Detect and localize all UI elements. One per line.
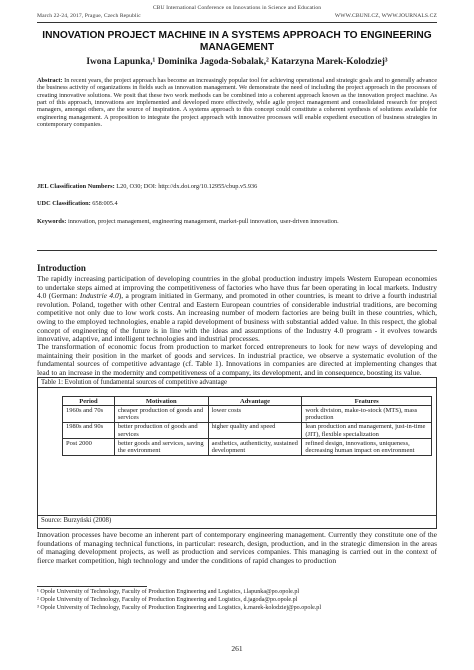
page-number: 261 bbox=[231, 644, 243, 653]
table-header-cell: Period bbox=[63, 397, 115, 406]
table-row bbox=[63, 439, 432, 456]
table-cell: lean production and management, just-in-time (JIT), flexible specialization bbox=[302, 422, 432, 439]
abstract-text: In recent years, the project approach has become an increasingly popular tool for achieving operational and strategic goals and to generally advance the business activity of organizations in fields such as innovation management. We demonstrate the need of including the project approach in the processes of creating innovative solutions. We posit that these two work methods can be combined into a coherent approach known as the innovation project machine. As part of this approach, innovations are implemented and developed more effectively, while agile project management and consolidated research for project managers, amongst others, are the source of inspiration. A systems approach to this concept could constitute a coherent synthesis of solutions available for engineering management. A proposition to integrate the project approach with innovative processes will enable expedient execution of business strategies in contemporary companies. bbox=[37, 77, 437, 129]
header-website: WWW.CBUNI.CZ, WWW.JOURNALS.CZ bbox=[334, 13, 437, 19]
udc-text: 658:005.4 bbox=[90, 200, 118, 207]
competitive-advantage-table bbox=[62, 396, 432, 456]
table-cell: work division, make-to-stock (MTS), mass production bbox=[302, 406, 432, 423]
section-rule bbox=[37, 250, 437, 251]
udc-label: UDC Classification: bbox=[37, 200, 91, 207]
running-header-conference: CBU International Conference on Innovations in Science and Education bbox=[152, 5, 322, 11]
table-cell: cheaper production of goods and services bbox=[114, 406, 208, 423]
keywords-text: innovation, project management, engineering management, market-pull innovation, user-driven innovation. bbox=[66, 218, 339, 225]
table-source-rule bbox=[38, 515, 436, 516]
table-1-frame bbox=[37, 377, 437, 529]
table-row bbox=[63, 422, 432, 439]
jel-classification bbox=[37, 183, 437, 190]
footnote-1: ¹ Opole University of Technology, Faculty of Production Engineering and Logistics, i.lapunka@po.opole.pl bbox=[37, 589, 300, 595]
footnote-rule bbox=[37, 586, 147, 587]
table-cell: better production of goods and services bbox=[114, 422, 208, 439]
table-cell: Post 2000 bbox=[63, 439, 115, 456]
table-cell: higher quality and speed bbox=[208, 422, 302, 439]
footnote-2: ² Opole University of Technology, Faculty of Production Engineering and Logistics, d.jagoda@po.opole.pl bbox=[37, 597, 298, 603]
table-header-cell: Advantage bbox=[208, 397, 302, 406]
table-row bbox=[63, 406, 432, 423]
table-source: Source: Burzyński (2008) bbox=[41, 517, 112, 524]
header-date-place: March 22-24, 2017, Prague, Czech Republic bbox=[37, 13, 141, 19]
jel-text: L20, O30; DOI: http://dx.doi.org/10.12955/cbup.v5.936 bbox=[114, 183, 258, 190]
table-header-row bbox=[63, 397, 432, 406]
intro-paragraph-3: Innovation processes have become an inherent part of contemporary engineering management. Currently they constitute one of the foundations of managing technical functions, in particular: research, design, production, and in the strategic dimension in the areas of managing development projects, as well as production and services companies. This managing is carried out in the context of fierce market competition, high technology and under the conditions of rapid changes to production bbox=[37, 530, 437, 565]
paper-title: INNOVATION PROJECT MACHINE IN A SYSTEMS APPROACH TO ENGINEERING MANAGEMENT bbox=[42, 30, 432, 53]
abstract bbox=[37, 77, 437, 128]
udc-classification bbox=[37, 200, 437, 207]
abstract-label: Abstract: bbox=[37, 77, 63, 84]
table-cell: better goods and services, saving the environment bbox=[114, 439, 208, 456]
table-header-cell: Features bbox=[302, 397, 432, 406]
table-cell: 1980s and 90s bbox=[63, 422, 115, 439]
table-header-cell: Motivation bbox=[114, 397, 208, 406]
jel-label: JEL Classification Numbers: bbox=[37, 183, 115, 190]
intro-paragraph-2: The transformation of economic focus from production to market forced entrepreneurs to look for new ways of developing and maintaining their position in the market of goods and services. In industrial practice, we observe a systematic evolution of the fundamental sources of competitive advantage (cf. Table 1). Innovations in companies are directed at implementing changes that lead to an increase in the modernity and competitiveness of a company, its development, and in consequence, boosting its value. bbox=[37, 342, 437, 377]
header-rule bbox=[37, 22, 437, 23]
footnote-3: ³ Opole University of Technology, Faculty of Production Engineering and Logistics, k.marek-kolodziej@po.opole.pl bbox=[37, 605, 322, 611]
table-caption-rule bbox=[38, 387, 436, 388]
keywords bbox=[37, 218, 437, 225]
author-list: Iwona Lapunka,¹ Dominika Jagoda-Sobalak,² Katarzyna Marek-Kolodziej³ bbox=[86, 57, 388, 67]
keywords-label: Keywords: bbox=[37, 218, 67, 225]
table-cell: refined design, innovations, uniqueness, decreasing human impact on environment bbox=[302, 439, 432, 456]
running-header-details bbox=[37, 13, 437, 19]
table-caption: Table 1: Evolution of fundamental sources of competitive advantage bbox=[41, 379, 228, 386]
table-cell: aesthetics, authenticity, sustained development bbox=[208, 439, 302, 456]
intro-paragraph-1: The rapidly increasing participation of developing countries in the global production industry impels Western European economies to undertake steps aimed at improving the competitiveness of factories who have thus far been operating in local markets. Industry 4.0 (German: Industrie 4.0), a program initiated in Germany, and promoted in other countries, is meant to drive a fourth industrial revolution. Poland, together with other Central and Eastern European countries of considerable industrial traditions, are becoming competitive not only due to low work costs. An increasing number of modern factories are being built in these countries, which, owing to the employed technologies, enable a rapid development of business with substantial added value. In this respect, the global concept of engineering of the future is in line with the ideas and assumptions of the Industry 4.0 program - it evolves towards innovative, adaptive, and intelligent technologies and industrial processes. bbox=[37, 274, 437, 344]
table-cell: lower costs bbox=[208, 406, 302, 423]
table-cell: 1960s and 70s bbox=[63, 406, 115, 423]
section-heading-introduction: Introduction bbox=[37, 263, 86, 273]
